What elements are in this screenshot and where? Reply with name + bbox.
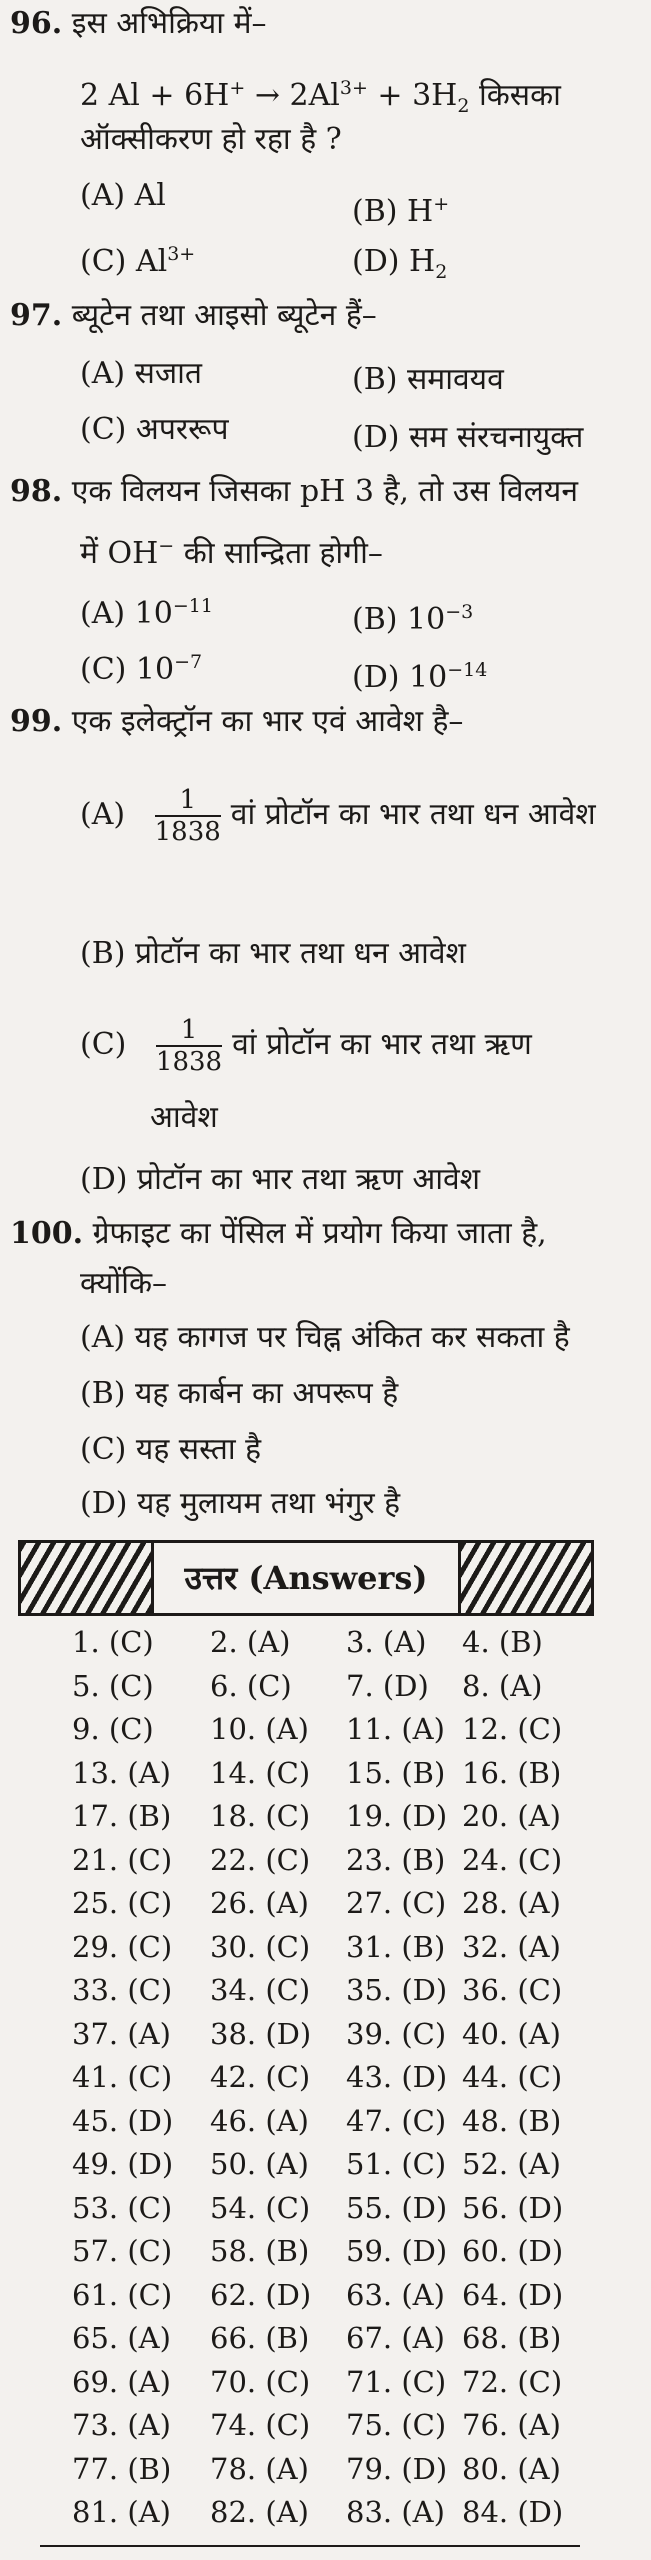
option-key: (C) — [80, 1027, 127, 1062]
answer-cell: 12. (C) — [462, 1712, 563, 1746]
question-text: इस अभिक्रिया में– — [71, 6, 267, 41]
question-text: ग्रेफाइट का पेंसिल में प्रयोग किया जाता है, — [92, 1216, 547, 1251]
answer-cell: 46. (A) — [210, 2103, 309, 2138]
question-text: की सान्द्रिता होगी– — [183, 536, 383, 571]
option-a — [80, 588, 213, 632]
answer-cell: 31. (B) — [346, 1929, 446, 1964]
answer-cell: 75. (C) — [346, 2408, 447, 2442]
answer-cell: 24. (C) — [462, 1842, 563, 1877]
option-key: (D) — [352, 660, 400, 695]
option-d — [352, 652, 487, 696]
answer-cell: 62. (D) — [210, 2277, 312, 2312]
option-key: (B) — [80, 936, 126, 971]
option-text: प्रोटॉन का भार तथा ऋण आवेश — [137, 1162, 481, 1197]
answer-cell: 6. (C) — [210, 1668, 292, 1703]
option-text: यह कार्बन का अपरूप है — [135, 1376, 399, 1411]
option-text: H — [409, 244, 436, 279]
option-b — [352, 362, 504, 398]
answer-cell: 3. (A) — [346, 1625, 427, 1659]
fraction — [156, 1015, 222, 1077]
option-key: (C) — [80, 244, 127, 279]
option-text: वां प्रोटॉन का भार तथा धन आवेश — [230, 797, 596, 832]
option-text: सजात — [134, 356, 203, 391]
option-key: (C) — [80, 412, 127, 447]
answer-cell: 79. (D) — [346, 2451, 448, 2486]
bottom-rule — [40, 2545, 580, 2547]
option-b — [80, 1376, 398, 1412]
answer-cell: 69. (A) — [72, 2364, 171, 2399]
option-c — [80, 412, 229, 448]
option-text: 10 — [409, 660, 448, 695]
question-number: 99. — [10, 704, 63, 739]
option-a — [80, 780, 596, 850]
question-number: 100. — [10, 1216, 84, 1251]
answer-cell: 15. (B) — [346, 1755, 446, 1790]
option-key: (D) — [80, 1162, 128, 1197]
equation-sup: + — [229, 77, 246, 99]
option-sub: 2 — [435, 261, 448, 283]
equation-lhs: 2 Al + 6H — [80, 78, 230, 113]
answer-cell: 63. (A) — [346, 2277, 445, 2312]
answer-cell: 35. (D) — [346, 1973, 448, 2007]
question-text: ऑक्सीकरण हो रहा है ? — [80, 122, 342, 157]
equation-sub: 2 — [457, 95, 470, 117]
fraction-denominator: 1838 — [154, 817, 221, 847]
answer-cell: 59. (D) — [346, 2234, 448, 2268]
question-98-line2 — [80, 528, 383, 572]
option-text: सम संरचनायुक्त — [409, 420, 584, 455]
answer-cell: 16. (B) — [462, 1755, 562, 1790]
question-100-stem — [10, 1216, 547, 1252]
answer-cell: 77. (B) — [72, 2451, 172, 2486]
answers-title: उत्तर (Answers) — [184, 1559, 428, 1597]
option-text: यह सस्ता है — [135, 1432, 262, 1467]
option-b — [352, 594, 473, 638]
answer-cell: 47. (C) — [346, 2103, 447, 2138]
answer-cell: 7. (D) — [346, 1668, 429, 1703]
answer-cell: 39. (C) — [346, 2016, 447, 2051]
answer-cell: 5. (C) — [72, 1668, 154, 1703]
answer-cell: 81. (A) — [72, 2495, 171, 2529]
answer-cell: 76. (A) — [462, 2408, 561, 2442]
option-sup: −14 — [447, 659, 488, 681]
option-sup: −11 — [172, 595, 213, 617]
answer-cell: 48. (B) — [462, 2103, 562, 2138]
answer-cell: 25. (C) — [72, 1886, 173, 1920]
question-text: एक इलेक्ट्रॉन का भार एवं आवेश है– — [71, 704, 464, 739]
answer-cell: 2. (A) — [210, 1625, 291, 1659]
equation-rhs: + 3H — [377, 78, 458, 113]
question-text: क्योंकि– — [80, 1266, 168, 1301]
option-sup: 3+ — [167, 243, 196, 265]
option-a — [80, 178, 166, 214]
option-key: (A) — [80, 596, 126, 631]
answer-cell: 67. (A) — [346, 2321, 445, 2355]
option-text: प्रोटॉन का भार तथा धन आवेश — [135, 936, 466, 971]
answer-cell: 18. (C) — [210, 1799, 311, 1833]
answer-cell: 36. (C) — [462, 1973, 563, 2007]
option-sup: + — [433, 193, 450, 215]
option-key: (B) — [80, 1376, 126, 1411]
option-b — [80, 936, 466, 972]
question-98-stem — [10, 474, 578, 510]
equation-mid: 2Al — [289, 78, 340, 113]
answer-cell: 68. (B) — [462, 2321, 562, 2355]
option-key: (D) — [352, 244, 400, 279]
option-key: (A) — [80, 1320, 126, 1355]
option-key: (B) — [352, 602, 398, 637]
fraction-numerator: 1 — [156, 1015, 222, 1047]
option-a — [80, 1320, 570, 1356]
option-d — [352, 420, 583, 456]
option-sup: −3 — [445, 601, 474, 623]
answer-cell: 44. (C) — [462, 2060, 563, 2094]
question-number: 97. — [10, 298, 63, 333]
question-text: एक विलयन जिसका pH 3 है, तो उस विलयन — [71, 474, 578, 509]
answer-cell: 72. (C) — [462, 2364, 563, 2399]
option-d — [80, 1486, 400, 1522]
answer-cell: 17. (B) — [72, 1799, 172, 1833]
answer-cell: 58. (B) — [210, 2234, 310, 2268]
answer-cell: 78. (A) — [210, 2451, 309, 2486]
question-96-equation — [80, 70, 561, 124]
answer-cell: 74. (C) — [210, 2408, 311, 2442]
option-c — [80, 644, 202, 688]
option-key: (A) — [80, 356, 126, 391]
answer-cell: 32. (A) — [462, 1929, 561, 1964]
answer-cell: 65. (A) — [72, 2321, 171, 2355]
option-d — [352, 244, 447, 290]
answer-cell: 4. (B) — [462, 1625, 543, 1659]
question-text: किसका — [478, 78, 561, 113]
answer-cell: 21. (C) — [72, 1842, 173, 1877]
answer-cell: 14. (C) — [210, 1755, 311, 1790]
answer-cell: 22. (C) — [210, 1842, 311, 1877]
answer-cell: 13. (A) — [72, 1755, 171, 1790]
option-key: (B) — [352, 194, 398, 229]
answer-cell: 26. (A) — [210, 1886, 309, 1920]
answer-cell: 33. (C) — [72, 1973, 173, 2007]
answer-cell: 56. (D) — [462, 2190, 564, 2225]
reaction-arrow: → — [254, 78, 280, 113]
answer-cell: 41. (C) — [72, 2060, 173, 2094]
answer-cell: 38. (D) — [210, 2016, 312, 2051]
question-text: में OH — [80, 536, 159, 571]
answer-cell: 10. (A) — [210, 1712, 309, 1746]
answer-cell: 57. (C) — [72, 2234, 173, 2268]
answer-cell: 45. (D) — [72, 2103, 174, 2138]
answer-cell: 71. (C) — [346, 2364, 447, 2399]
option-key: (A) — [80, 797, 126, 832]
option-key: (B) — [352, 362, 398, 397]
answer-cell: 55. (D) — [346, 2190, 448, 2225]
option-key: (A) — [80, 178, 126, 213]
question-96-stem — [10, 6, 267, 42]
option-c-continuation: आवेश — [150, 1100, 218, 1135]
option-key: (C) — [80, 652, 127, 687]
answer-cell: 11. (A) — [346, 1712, 445, 1746]
answer-cell: 61. (C) — [72, 2277, 173, 2312]
hatch-decoration-left — [21, 1543, 154, 1613]
option-text: यह कागज पर चिह्न अंकित कर सकता है — [134, 1320, 570, 1355]
equation-sup: 3+ — [339, 77, 368, 99]
answer-cell: 50. (A) — [210, 2147, 309, 2181]
answer-cell: 51. (C) — [346, 2147, 447, 2181]
option-b — [352, 186, 449, 230]
hatch-decoration-right — [458, 1543, 591, 1613]
option-text: यह मुलायम तथा भंगुर है — [137, 1486, 401, 1521]
option-key: (C) — [80, 1432, 127, 1467]
answer-cell: 70. (C) — [210, 2364, 311, 2399]
option-text: Al — [135, 244, 168, 279]
option-c — [80, 1010, 532, 1080]
answer-cell: 8. (A) — [462, 1668, 543, 1703]
answer-cell: 23. (B) — [346, 1842, 446, 1877]
option-text: H — [407, 194, 434, 229]
answer-cell: 49. (D) — [72, 2147, 174, 2181]
answer-cell: 27. (C) — [346, 1886, 447, 1920]
option-text: अपररूप — [135, 412, 229, 447]
option-c — [80, 1432, 261, 1468]
answer-cell: 28. (A) — [462, 1886, 561, 1920]
answer-cell: 30. (C) — [210, 1929, 311, 1964]
fraction-numerator: 1 — [155, 785, 221, 817]
answer-cell: 1. (C) — [72, 1625, 154, 1659]
answer-cell: 29. (C) — [72, 1929, 173, 1964]
answer-cell: 9. (C) — [72, 1712, 154, 1746]
answer-cell: 64. (D) — [462, 2277, 564, 2312]
answer-cell: 34. (C) — [210, 1973, 311, 2007]
option-key: (D) — [352, 420, 400, 455]
answer-cell: 60. (D) — [462, 2234, 564, 2268]
option-text: 10 — [407, 602, 446, 637]
answer-cell: 40. (A) — [462, 2016, 561, 2051]
question-99-stem — [10, 704, 463, 740]
option-sup: −7 — [174, 651, 203, 673]
answer-cell: 66. (B) — [210, 2321, 310, 2355]
option-text: 10 — [134, 596, 173, 631]
fraction-denominator: 1838 — [155, 1047, 223, 1077]
answer-cell: 20. (A) — [462, 1799, 561, 1833]
answer-cell: 42. (C) — [210, 2060, 311, 2094]
answer-cell: 83. (A) — [346, 2495, 445, 2529]
answer-cell: 84. (D) — [462, 2495, 564, 2529]
answer-cell: 54. (C) — [210, 2190, 311, 2225]
answer-cell: 82. (A) — [210, 2495, 309, 2529]
option-d — [80, 1162, 480, 1198]
question-number: 96. — [10, 6, 63, 41]
option-text: Al — [134, 178, 166, 213]
question-text: ब्यूटेन तथा आइसो ब्यूटेन हैं– — [71, 298, 377, 333]
option-key: (D) — [80, 1486, 128, 1521]
option-a — [80, 356, 202, 392]
option-text: 10 — [135, 652, 175, 687]
option-c — [80, 236, 195, 280]
answer-cell: 73. (A) — [72, 2408, 171, 2442]
answer-cell: 80. (A) — [462, 2451, 561, 2486]
answer-cell: 43. (D) — [346, 2060, 448, 2094]
answer-cell: 52. (A) — [462, 2147, 561, 2181]
answer-cell: 53. (C) — [72, 2190, 173, 2225]
option-text: वां प्रोटॉन का भार तथा ऋण — [232, 1027, 532, 1062]
answer-cell: 37. (A) — [72, 2016, 171, 2051]
fraction — [155, 785, 221, 847]
option-text: समावयव — [407, 362, 504, 397]
answer-cell: 19. (D) — [346, 1799, 448, 1833]
ion-charge: − — [158, 535, 175, 557]
question-97-stem — [10, 298, 377, 334]
answers-header — [18, 1540, 594, 1616]
question-number: 98. — [10, 474, 63, 509]
